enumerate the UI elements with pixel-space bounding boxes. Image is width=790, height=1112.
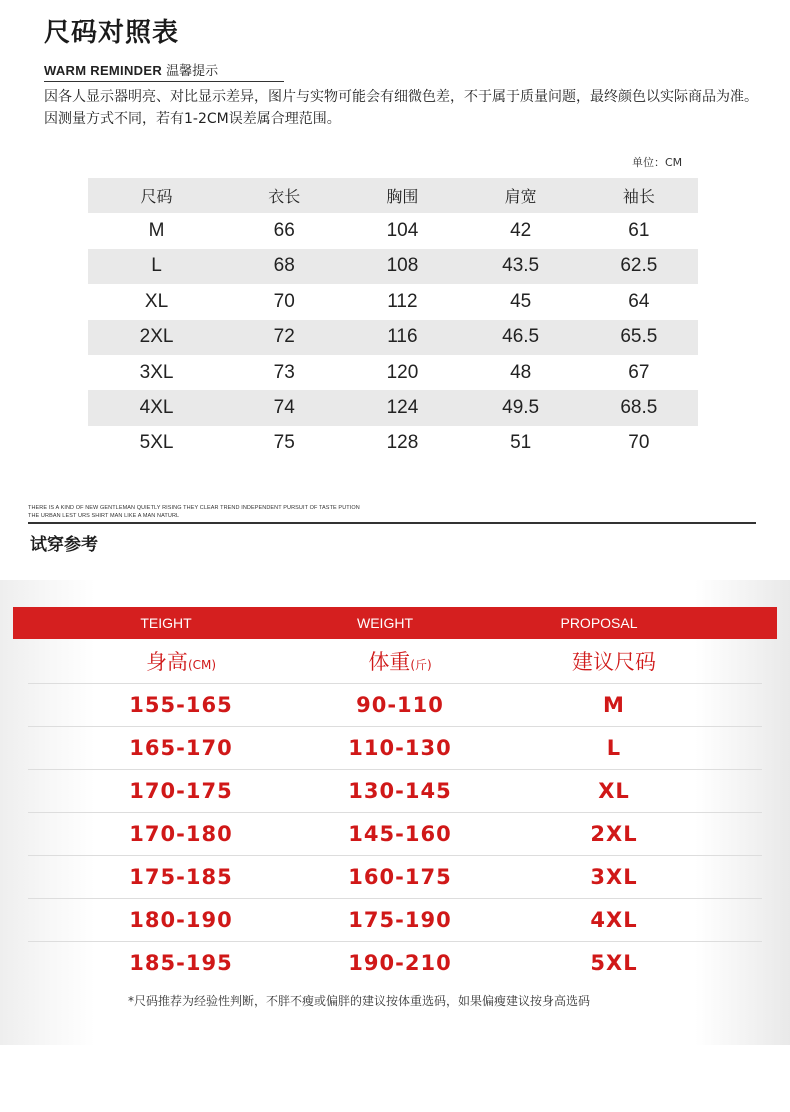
try-on-height: 180-190: [129, 908, 233, 932]
try-on-row: [28, 726, 762, 769]
try-on-row: [28, 898, 762, 941]
size-chart-cell: 64: [628, 290, 650, 312]
size-label: 建议尺码: [572, 650, 656, 674]
try-on-table: [28, 683, 762, 984]
size-chart-header-cell: 尺码: [140, 187, 173, 207]
section-divider: [28, 522, 756, 524]
weight-subheader: [334, 646, 466, 676]
size-chart-row: [88, 213, 698, 248]
try-on-height: 155-165: [129, 693, 233, 717]
size-chart-cell: 72: [273, 326, 295, 348]
size-chart-cell: 5XL: [139, 432, 174, 454]
size-chart-cell: 70: [273, 290, 295, 312]
size-chart-cell: 67: [628, 361, 650, 383]
size-chart-cell: 51: [510, 432, 532, 454]
notice-text: 因各人显示器明亮、对比显示差异，图片与实物可能会有细微色差，不于属于质量问题，最终颜色以实际商品为准。因测量方式不同，若有1-2CM误差属合理范围。: [44, 89, 758, 127]
size-chart-row: [88, 249, 698, 284]
size-subheader: [466, 646, 762, 676]
size-chart-cell: 70: [628, 432, 650, 454]
size-chart-cell: 68: [273, 255, 295, 277]
try-on-weight: 175-190: [348, 908, 452, 932]
fine-print: [28, 504, 360, 520]
size-chart-cell: 2XL: [139, 326, 174, 348]
size-chart-cell: 45: [510, 290, 532, 312]
try-on-size: XL: [598, 779, 630, 803]
try-on-weight: 130-145: [348, 779, 452, 803]
size-chart-header-cell: 衣长: [268, 187, 301, 207]
try-on-height: 185-195: [129, 951, 233, 975]
size-chart-cell: 124: [386, 397, 419, 419]
try-on-header-en: TEIGHT: [140, 615, 192, 631]
try-on-height: 175-185: [129, 865, 233, 889]
try-on-size: M: [603, 693, 625, 717]
try-on-subheader-row: [28, 640, 762, 682]
size-chart-row: [88, 284, 698, 319]
size-chart-cell: 66: [273, 220, 295, 242]
size-chart-header-cell: 袖长: [622, 187, 655, 207]
size-chart-cell: 43.5: [502, 255, 540, 277]
height-label: 身高: [145, 650, 188, 674]
try-on-height: 170-175: [129, 779, 233, 803]
warm-reminder-en: WARM REMINDER: [44, 63, 163, 78]
try-on-header-en: WEIGHT: [357, 615, 413, 631]
size-chart-header-cell: 肩宽: [504, 187, 537, 207]
size-chart-cell: 108: [386, 255, 419, 277]
try-on-header-bar: [13, 607, 777, 639]
size-chart-cell: 74: [273, 397, 295, 419]
size-chart-cell: 75: [273, 432, 295, 454]
unit-label: 单位：CM: [632, 156, 683, 169]
try-on-height: 165-170: [129, 736, 233, 760]
size-chart-header-cell: 胸围: [386, 187, 419, 207]
try-on-weight: 110-130: [348, 736, 452, 760]
fine-print-line: THERE IS A KIND OF NEW GENTLEMAN QUIETLY RISING THEY CLEAR TREND INDEPENDENT PURSUIT OF TASTE PUTION: [28, 505, 360, 511]
try-on-size: L: [606, 736, 622, 760]
size-chart-cell: 49.5: [502, 397, 540, 419]
try-on-weight: 145-160: [348, 822, 452, 846]
weight-label: 体重: [368, 650, 411, 674]
try-on-size: 5XL: [590, 951, 638, 975]
size-chart-table: [88, 178, 698, 461]
try-on-row: [28, 855, 762, 898]
try-on-footnote: *尺码推荐为经验性判断，不胖不瘦或偏胖的建议按体重选码，如果偏瘦建议按身高选码: [128, 994, 591, 1008]
size-chart-cell: 62.5: [620, 255, 658, 277]
fine-print-line: THE URBAN LEST URS SHIRT MAN LIKE A MAN NATURL: [28, 513, 180, 519]
size-chart-header-row: [88, 178, 698, 213]
warm-reminder-cn: 温馨提示: [166, 64, 219, 79]
warm-reminder: [44, 60, 218, 79]
size-chart-cell: 116: [387, 326, 418, 348]
size-chart-cell: L: [151, 255, 162, 277]
size-chart-cell: 128: [386, 432, 419, 454]
try-on-height: 170-180: [129, 822, 233, 846]
try-on-weight: 190-210: [348, 951, 452, 975]
try-on-row: [28, 941, 762, 984]
size-chart-cell: 65.5: [620, 326, 658, 348]
try-on-size: 2XL: [590, 822, 638, 846]
height-unit: (CM): [187, 658, 217, 672]
size-chart-cell: 4XL: [139, 397, 174, 419]
try-on-size: 3XL: [590, 865, 638, 889]
size-chart-row: [88, 390, 698, 425]
size-chart-cell: M: [148, 220, 165, 242]
size-chart-cell: 68.5: [620, 397, 658, 419]
try-on-weight: 90-110: [356, 693, 444, 717]
size-chart-cell: 104: [386, 220, 419, 242]
size-chart-row: [88, 426, 698, 461]
size-chart-cell: XL: [144, 290, 169, 312]
try-on-size: 4XL: [590, 908, 638, 932]
weight-unit: (斤): [410, 658, 432, 672]
size-chart-cell: 48: [510, 361, 532, 383]
size-chart-cell: 120: [386, 361, 419, 383]
size-chart-cell: 42: [510, 220, 532, 242]
height-subheader: [28, 646, 334, 676]
page-title: 尺码对照表: [44, 18, 180, 48]
size-chart-row: [88, 320, 698, 355]
try-on-row: [28, 683, 762, 726]
size-chart-cell: 46.5: [502, 326, 540, 348]
size-chart-cell: 61: [628, 220, 650, 242]
reminder-underline: [44, 81, 284, 82]
size-chart-row: [88, 355, 698, 390]
try-on-row: [28, 769, 762, 812]
size-chart-cell: 3XL: [139, 361, 174, 383]
try-on-weight: 160-175: [348, 865, 452, 889]
try-on-row: [28, 812, 762, 855]
try-on-header-en: PROPOSAL: [560, 615, 638, 631]
size-chart-cell: 73: [273, 361, 295, 383]
try-on-title: 试穿参考: [30, 535, 98, 555]
size-chart-cell: 112: [387, 290, 418, 312]
